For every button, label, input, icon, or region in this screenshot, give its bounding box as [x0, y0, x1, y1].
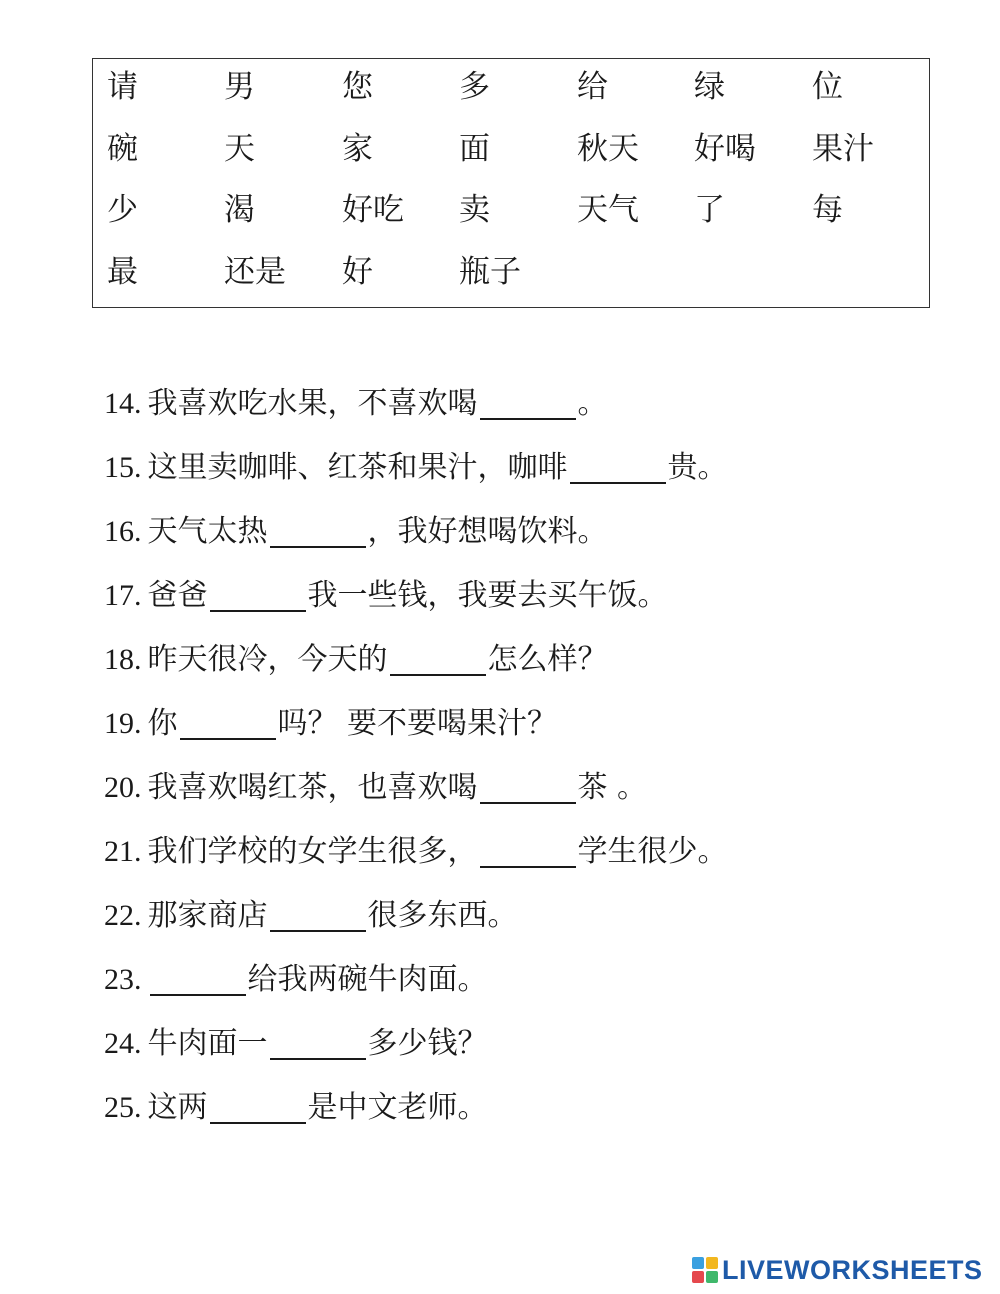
question-number: 16. [104, 515, 142, 548]
question-number: 17. [104, 579, 142, 612]
question-text-after: 是中文老师。 [307, 1090, 488, 1125]
word-bank-row [93, 129, 929, 169]
answer-blank[interactable] [570, 452, 666, 484]
question-text-before: 爸爸 [147, 578, 208, 613]
question-text-after: 贵。 [667, 450, 728, 485]
question-number: 19. [104, 707, 142, 740]
question-item [104, 692, 964, 756]
question-item [104, 436, 964, 500]
word-bank-word: 好喝 [694, 131, 756, 167]
question-text-after: 吗？ 要不要喝果汁？ [277, 706, 558, 741]
word-bank-word: 还是 [224, 254, 286, 290]
question-item [104, 1012, 964, 1076]
liveworksheets-logo [692, 1252, 983, 1288]
answer-blank[interactable] [180, 708, 276, 740]
question-text-before: 天气太热 [147, 514, 268, 549]
question-text-before: 牛肉面一 [147, 1026, 268, 1061]
question-text-after: 学生很少。 [577, 834, 728, 869]
word-bank-word: 绿 [694, 69, 725, 105]
word-bank-word: 面 [459, 131, 490, 167]
word-bank-row [93, 67, 929, 107]
word-bank-word: 给 [577, 69, 608, 105]
question-item [104, 1076, 964, 1140]
question-text-before: 这两 [147, 1090, 208, 1125]
question-text-before: 我们学校的女学生很多， [147, 834, 478, 869]
word-bank-word: 最 [107, 254, 138, 290]
word-bank-word: 少 [107, 192, 138, 228]
word-bank-word: 位 [812, 69, 843, 105]
word-bank-word: 好 [342, 254, 373, 290]
answer-blank[interactable] [210, 1092, 306, 1124]
question-list [104, 372, 964, 1140]
question-text-before: 昨天很冷，今天的 [147, 642, 388, 677]
word-bank-word: 卖 [459, 192, 490, 228]
question-number: 22. [104, 899, 142, 932]
word-bank-word: 瓶子 [459, 254, 521, 290]
question-text-after: 给我两碗牛肉面。 [247, 962, 488, 997]
word-bank-word: 您 [342, 69, 373, 105]
question-text-after: 怎么样？ [487, 642, 608, 677]
answer-blank[interactable] [390, 644, 486, 676]
question-number: 25. [104, 1091, 142, 1124]
answer-blank[interactable] [480, 836, 576, 868]
question-number: 18. [104, 643, 142, 676]
question-number: 23. [104, 963, 142, 996]
question-item [104, 372, 964, 436]
question-text-after: 多少钱？ [367, 1026, 488, 1061]
answer-blank[interactable] [270, 516, 366, 548]
question-text-before: 我喜欢喝红茶，也喜欢喝 [147, 770, 478, 805]
question-item [104, 820, 964, 884]
word-bank-row [93, 190, 929, 230]
question-text-before: 这里卖咖啡、红茶和果汁，咖啡 [147, 450, 568, 485]
question-text-after: 茶 。 [577, 770, 648, 805]
question-item [104, 500, 964, 564]
question-number: 24. [104, 1027, 142, 1060]
question-item [104, 628, 964, 692]
question-text-after: 很多东西。 [367, 898, 518, 933]
answer-blank[interactable] [270, 900, 366, 932]
question-text-before: 你 [147, 706, 178, 741]
word-bank-word: 多 [459, 69, 490, 105]
question-item [104, 884, 964, 948]
word-bank-word: 碗 [107, 131, 138, 167]
liveworksheets-logo-icon [692, 1257, 718, 1283]
question-number: 21. [104, 835, 142, 868]
answer-blank[interactable] [480, 772, 576, 804]
word-bank-word: 了 [694, 192, 725, 228]
question-number: 20. [104, 771, 142, 804]
word-bank-word: 好吃 [342, 192, 404, 228]
word-bank-word: 果汁 [812, 131, 874, 167]
word-bank-word: 天气 [577, 192, 639, 228]
word-bank-row [93, 252, 929, 292]
answer-blank[interactable] [480, 388, 576, 420]
word-bank-word: 秋天 [577, 131, 639, 167]
question-item [104, 948, 964, 1012]
question-text-before: 我喜欢吃水果，不喜欢喝 [147, 386, 478, 421]
word-bank-word: 渴 [224, 192, 255, 228]
question-number: 15. [104, 451, 142, 484]
question-number: 14. [104, 387, 142, 420]
word-bank [92, 58, 930, 308]
question-item [104, 564, 964, 628]
question-item [104, 756, 964, 820]
logo-text: LIVEWORKSHEETS [722, 1254, 983, 1285]
answer-blank[interactable] [270, 1028, 366, 1060]
question-text-after: 。 [577, 386, 608, 421]
answer-blank[interactable] [150, 964, 246, 996]
word-bank-word: 每 [812, 192, 843, 228]
question-text-after: 我一些钱，我要去买午饭。 [307, 578, 668, 613]
word-bank-word: 天 [224, 131, 255, 167]
word-bank-word: 家 [342, 131, 373, 167]
word-bank-word: 请 [107, 69, 138, 105]
answer-blank[interactable] [210, 580, 306, 612]
question-text-before: 那家商店 [147, 898, 268, 933]
word-bank-word: 男 [224, 69, 255, 105]
question-text-after: ，我好想喝饮料。 [367, 514, 608, 549]
